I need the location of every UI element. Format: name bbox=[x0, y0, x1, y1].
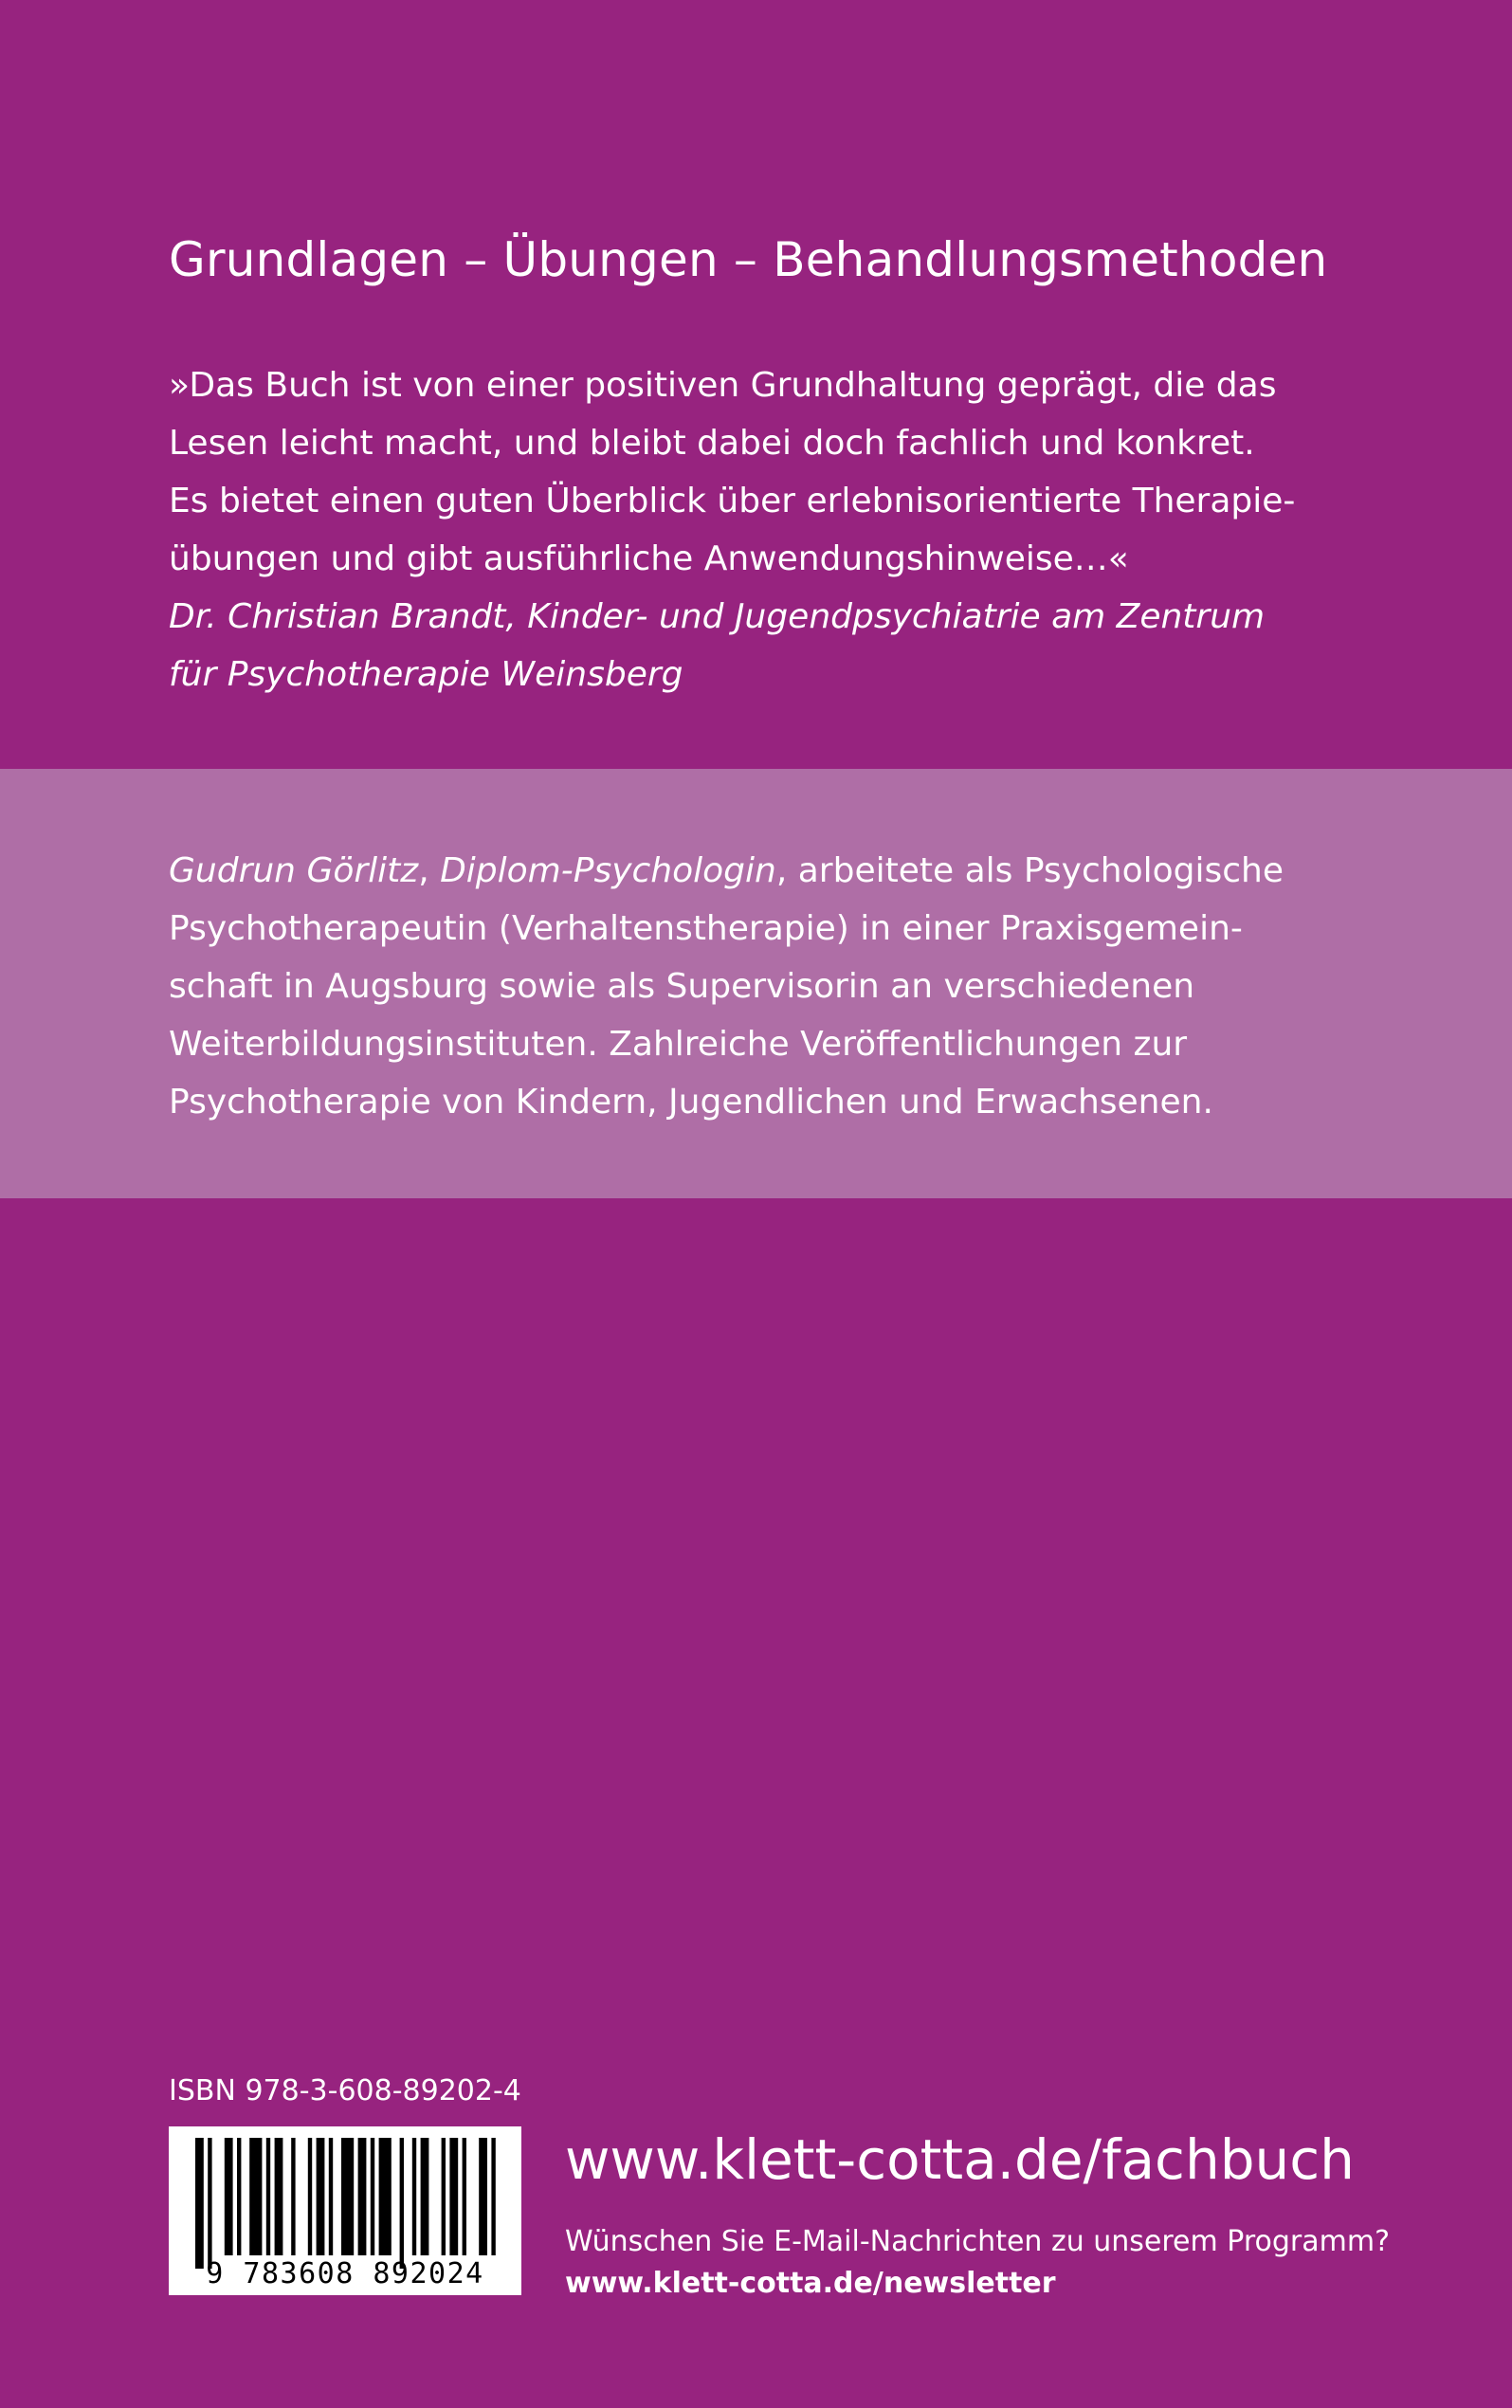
author-name: Gudrun Görlitz bbox=[169, 851, 419, 890]
quote-attribution-line: für Psychotherapie Weinsberg bbox=[169, 655, 683, 694]
barcode-bar bbox=[379, 2138, 392, 2255]
review-quote bbox=[169, 356, 1354, 703]
barcode-bar bbox=[308, 2138, 312, 2255]
barcode-bar bbox=[412, 2138, 416, 2255]
author-bio-line: Psychotherapeutin (Verhaltenstherapie) in einer Praxisgemein- bbox=[169, 909, 1243, 948]
barcode-bar bbox=[225, 2138, 233, 2255]
barcode bbox=[169, 2126, 521, 2295]
quote-line: übungen und gibt ausführliche Anwendungshinweise…« bbox=[169, 539, 1129, 578]
author-bio-first-line: Gudrun Görlitz, Diplom-Psychologin, arbeitete als Psychologische bbox=[169, 851, 1284, 890]
barcode-bar bbox=[329, 2138, 333, 2255]
book-subtitle: Grundlagen – Übungen – Behandlungsmethoden bbox=[169, 232, 1328, 287]
barcode-bar bbox=[208, 2138, 211, 2269]
author-bio-line: Psychotherapie von Kindern, Jugendlichen und Erwachsenen. bbox=[169, 1083, 1213, 1122]
barcode-bar bbox=[237, 2138, 241, 2255]
barcode-bar bbox=[421, 2138, 429, 2255]
quote-attribution-line: Dr. Christian Brandt, Kinder- und Jugendpsychiatrie am Zentrum bbox=[169, 597, 1266, 636]
barcode-bar bbox=[400, 2138, 404, 2269]
barcode-bar bbox=[291, 2138, 295, 2255]
website-link[interactable]: www.klett-cotta.de/fachbuch bbox=[565, 2127, 1355, 2192]
barcode-bar bbox=[479, 2138, 487, 2255]
barcode-bar bbox=[442, 2138, 446, 2255]
barcode-bar bbox=[275, 2138, 283, 2255]
barcode-bar bbox=[317, 2138, 325, 2255]
author-bio-first-line-rest: arbeitete als Psychologische bbox=[787, 851, 1284, 890]
barcode-bar bbox=[371, 2138, 374, 2255]
author-title: Diplom-Psychologin bbox=[440, 851, 776, 890]
isbn-label: ISBN 978-3-608-89202-4 bbox=[169, 2074, 521, 2107]
barcode-bar bbox=[266, 2138, 270, 2255]
author-bio-line: schaft in Augsburg sowie als Supervisorin an verschiedenen bbox=[169, 967, 1195, 1006]
barcode-bar bbox=[491, 2138, 495, 2255]
newsletter-question: Wünschen Sie E-Mail-Nachrichten zu unserem Programm? bbox=[565, 2225, 1390, 2258]
barcode-bar bbox=[249, 2138, 262, 2255]
quote-line: Lesen leicht macht, und bleibt dabei doch fachlich und konkret. bbox=[169, 424, 1255, 463]
author-bio-line: Weiterbildungsinstituten. Zahlreiche Veröffentlichungen zur bbox=[169, 1025, 1188, 1064]
newsletter-link[interactable]: www.klett-cotta.de/newsletter bbox=[565, 2267, 1056, 2300]
barcode-digits: 9 783608 892024 bbox=[206, 2257, 484, 2290]
barcode-bar bbox=[449, 2138, 458, 2255]
quote-line: Es bietet einen guten Überblick über erlebnisorientierte Therapie- bbox=[169, 482, 1296, 520]
barcode-bar bbox=[341, 2138, 354, 2255]
author-bio bbox=[169, 842, 1382, 1131]
barcode-bar bbox=[195, 2138, 204, 2269]
barcode-bar bbox=[463, 2138, 466, 2255]
barcode-bar bbox=[358, 2138, 367, 2255]
quote-line: »Das Buch ist von einer positiven Grundhaltung geprägt, die das bbox=[169, 366, 1277, 405]
